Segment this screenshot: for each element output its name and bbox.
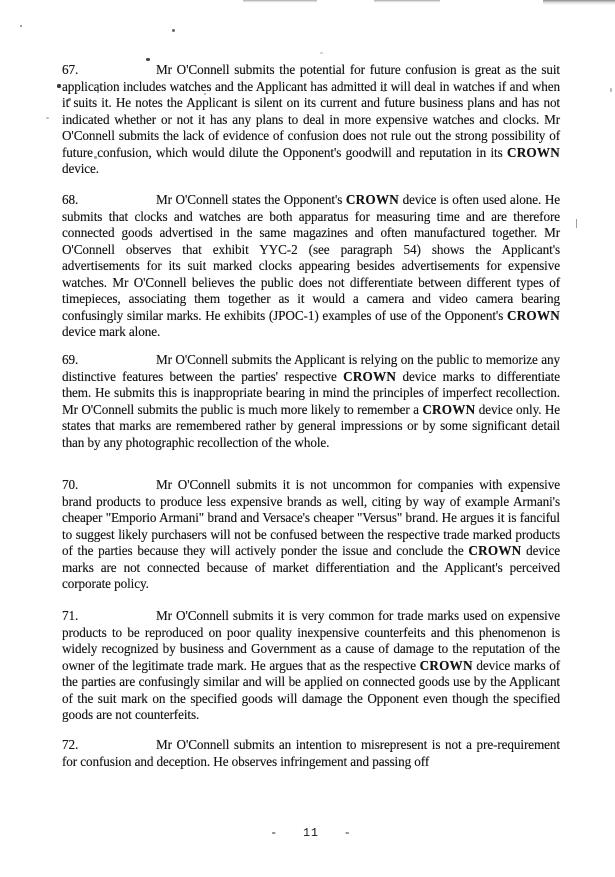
paragraph-number: 67. <box>62 62 79 77</box>
paragraph-72 <box>62 737 560 770</box>
scan-speck <box>576 219 577 228</box>
scan-speck <box>46 117 49 119</box>
scan-smudge <box>543 0 615 5</box>
paragraph-number: 72. <box>62 737 79 752</box>
bold-term: CROWN <box>422 401 476 417</box>
scan-speck <box>146 58 150 61</box>
paragraph-text: Mr O'Connell submits the Applicant is relying on the public to memorize any distinctive features between the parties' respective CROWN device marks to differentiate them. He submits this is inappropriate bearing in mind the principles of imperfect recollection. Mr O'Connell submits the public is much more likely to remember a CROWN device only. He states that marks are remembered rather by general impressions or by some significant detail than by any photographic recollection of the whole. <box>62 352 561 450</box>
bold-term: CROWN <box>343 368 397 384</box>
paragraph-69 <box>62 352 560 451</box>
paragraph-number: 71. <box>62 608 79 623</box>
paragraph-68 <box>62 192 560 341</box>
bold-term: CROWN <box>468 543 522 558</box>
scan-speck <box>610 88 612 92</box>
page-footer <box>62 827 560 840</box>
paragraph-71 <box>62 608 560 724</box>
scan-speck <box>172 29 175 32</box>
bold-term: CROWN <box>506 307 560 323</box>
scan-speck <box>320 52 323 54</box>
scan-speck <box>57 84 61 88</box>
paragraph-67 <box>62 62 560 178</box>
bold-term: CROWN <box>419 657 473 673</box>
paragraph-text: Mr O'Connell submits the potential for future confusion is great as the suit application includes watches and the Applicant has admitted it will deal in watches if and when it suits it. He notes the Applicant is silent on its current and future business plans and has not indicated whether or not it has any plans to deal in more expensive watches and clocks. Mr O'Connell submits the lack of evidence of confusion does not rule out the strong possibility of future confusion, which would dilute the Opponent's goodwill and reputation in its CROWN device. <box>62 62 560 176</box>
paragraph-70 <box>62 477 560 593</box>
scan-speck <box>20 25 22 27</box>
bold-term: CROWN <box>345 192 399 207</box>
paragraph-number: 68. <box>62 192 79 207</box>
scan-smudge <box>243 0 317 3</box>
paragraph-text: Mr O'Connell submits it is very common for trade marks used on expensive products to be reproduced on poor quality inexpensive counterfeits and this phenomenon is widely recognized by business and Government as a cause of damage to the reputation of the owner of the legitimate trade mark. He argues that as the respective CROWN device marks of the parties are confusingly similar and will be applied on connected goods use by the Applicant of the suit mark on the specified goods will damage the Opponent even though the specified goods are not counterfeits. <box>62 608 560 722</box>
paragraph-text: Mr O'Connell submits an intention to misrepresent is not a pre-requirement for confusion and deception. He observes infringement and passing off <box>62 737 560 769</box>
bold-term: CROWN <box>506 144 560 160</box>
paragraph-text: Mr O'Connell submits it is not uncommon for companies with expensive brand products to produce less expensive brands as well, citing by way of example Armani's cheaper "Emporio Armani" brand and Versace's cheaper "Versus" brand. He argues it is fanciful to suggest likely purchasers will not be confused between the respective trade marked products of the parties because they will actively ponder the issue and conclude the CROWN device marks are not connected because of market differentiation and the Applicant's perceived corporate policy. <box>62 477 560 591</box>
scan-smudge <box>374 0 440 3</box>
paragraph-number: 70. <box>62 477 79 492</box>
page-number: - 11 - <box>270 827 352 840</box>
paragraph-number: 69. <box>62 352 79 367</box>
paragraph-text: Mr O'Connell states the Opponent's CROWN device is often used alone. He submits that clocks and watches are both apparatus for measuring time and are therefore connected goods advertised in the same magazines and often manufactured together. Mr O'Connell observes that exhibit YYC-2 (see paragraph 54) shows the Applicant's advertisements for its suit marked clocks appearing besides advertisements for expensive watches. Mr O'Connell believes the public does not differentiate between different types of timepieces, associating them together as it would a camera and video camera bearing confusingly similar marks. He exhibits (JPOC-1) examples of use of the Opponent's CROWN device mark alone. <box>62 192 561 339</box>
